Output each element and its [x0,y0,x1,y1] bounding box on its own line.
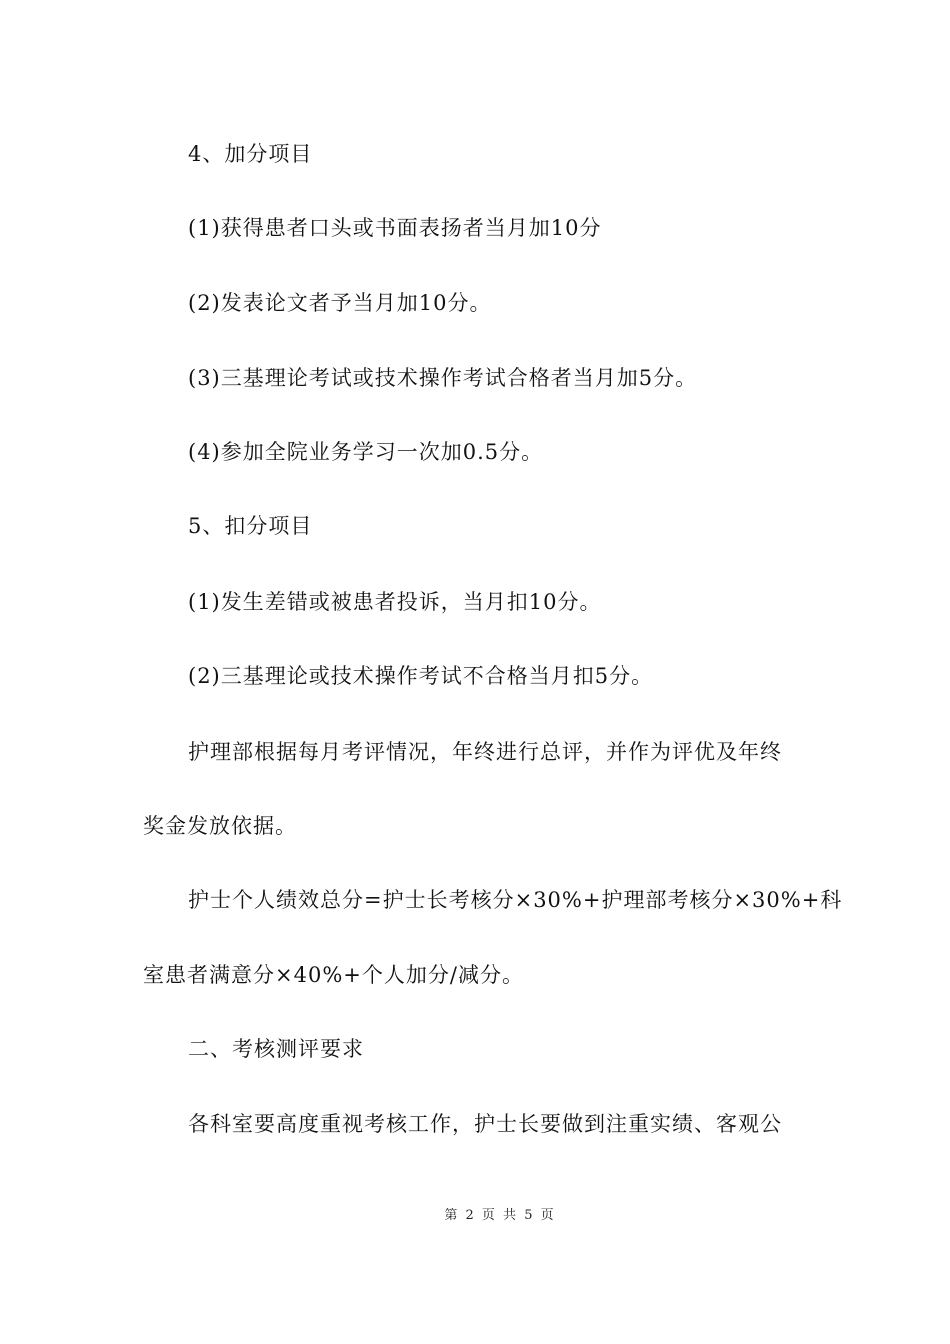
paragraph-line: (3)三基理论考试或技术操作考试合格者当月加5分。 [188,366,698,390]
paragraph-line: 奖金发放依据。 [143,814,297,838]
section-heading-requirements: 二、考核测评要求 [188,1037,364,1061]
paragraph-line: 室患者满意分×40%+个人加分/减分。 [143,963,524,987]
paragraph-line: (4)参加全院业务学习一次加0.5分。 [188,440,544,464]
section-heading-bonus: 4、加分项目 [188,142,313,166]
paragraph-line: (2)发表论文者予当月加10分。 [188,291,492,315]
paragraph-line: (1)获得患者口头或书面表扬者当月加10分 [188,216,602,240]
paragraph-line: 护士个人绩效总分=护士长考核分×30%+护理部考核分×30%+科 [188,888,843,912]
paragraph-line: (2)三基理论或技术操作考试不合格当月扣5分。 [188,664,654,688]
paragraph-line: (1)发生差错或被患者投诉，当月扣10分。 [188,590,602,614]
page-number-footer: 第 2 页 共 5 页 [444,1208,556,1223]
paragraph-line: 护理部根据每月考评情况，年终进行总评，并作为评优及年终 [188,740,782,764]
paragraph-line: 各科室要高度重视考核工作，护士长要做到注重实绩、客观公 [188,1112,782,1136]
section-heading-deduction: 5、扣分项目 [188,514,313,538]
